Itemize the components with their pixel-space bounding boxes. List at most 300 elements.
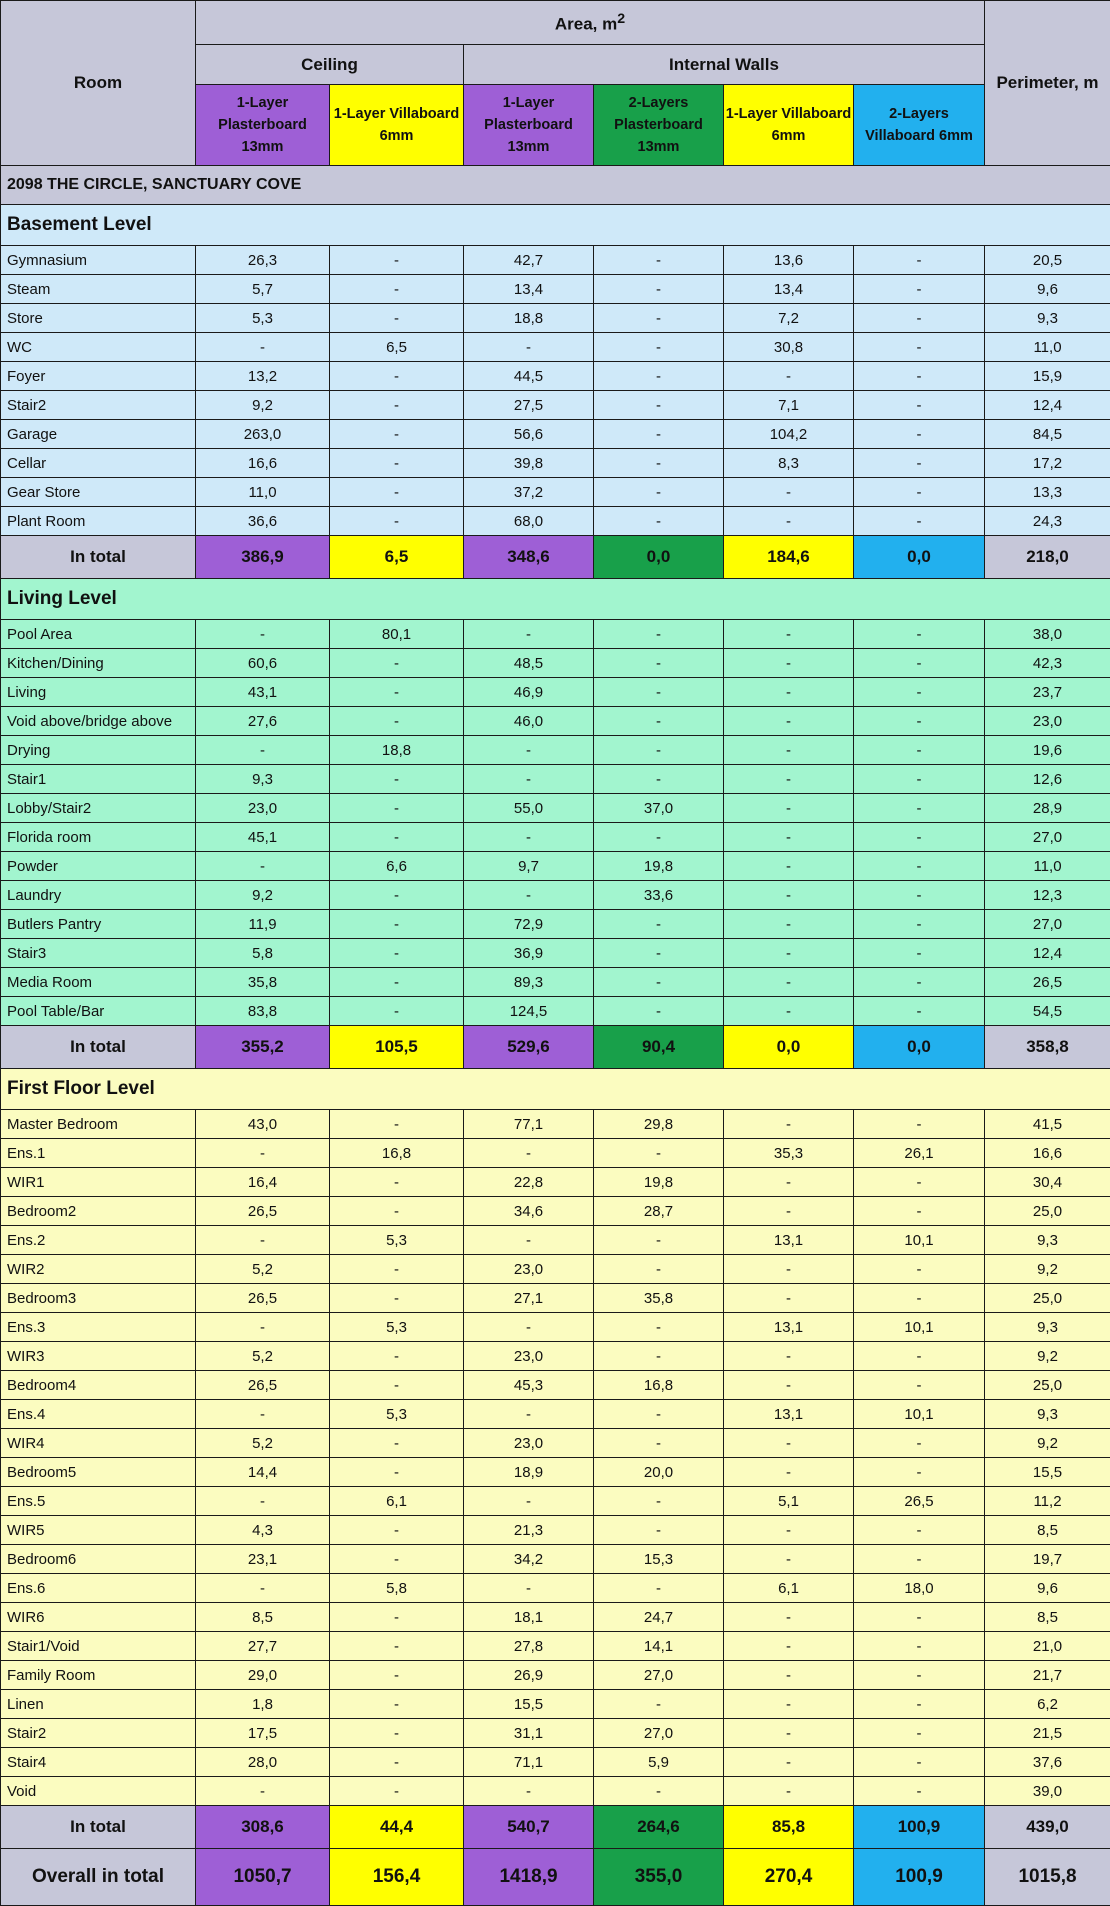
area-cell: 43,1 [196, 678, 330, 707]
table-row [1, 1603, 1110, 1632]
area-cell: - [724, 678, 854, 707]
area-cell: - [594, 304, 724, 333]
area-cell: - [594, 449, 724, 478]
area-cell: 37,2 [464, 478, 594, 507]
area-cell: 26,1 [854, 1139, 985, 1168]
area-cell: 5,7 [196, 275, 330, 304]
table-row [1, 1632, 1110, 1661]
room-name-cell: Pool Table/Bar [1, 997, 196, 1026]
area-cell: - [330, 910, 464, 939]
table-row [1, 1313, 1110, 1342]
overall-cell: 156,4 [330, 1849, 464, 1906]
total-cell: 184,6 [724, 536, 854, 579]
area-cell: 13,1 [724, 1226, 854, 1255]
area-cell: 43,0 [196, 1110, 330, 1139]
area-cell: - [196, 852, 330, 881]
area-cell: - [724, 1197, 854, 1226]
perimeter-cell: 27,0 [985, 823, 1110, 852]
table-row [1, 707, 1110, 736]
area-cell: 31,1 [464, 1719, 594, 1748]
area-cell: - [464, 1226, 594, 1255]
table-row [1, 304, 1110, 333]
total-cell: 308,6 [196, 1806, 330, 1849]
area-cell: 18,8 [330, 736, 464, 765]
room-name-cell: WIR1 [1, 1168, 196, 1197]
area-cell: - [724, 1719, 854, 1748]
area-cell: 34,6 [464, 1197, 594, 1226]
table-row [1, 1516, 1110, 1545]
area-cell: - [464, 1139, 594, 1168]
room-name-cell: Family Room [1, 1661, 196, 1690]
area-cell: 15,5 [464, 1690, 594, 1719]
room-name-cell: Kitchen/Dining [1, 649, 196, 678]
table-row [1, 1139, 1110, 1168]
area-cell: 5,3 [330, 1226, 464, 1255]
area-cell: 89,3 [464, 968, 594, 997]
perimeter-cell: 9,2 [985, 1429, 1110, 1458]
total-cell: 6,5 [330, 536, 464, 579]
area-cell: 5,2 [196, 1429, 330, 1458]
area-cell: 23,0 [464, 1429, 594, 1458]
total-cell: 90,4 [594, 1026, 724, 1069]
area-cell: - [464, 620, 594, 649]
table-row [1, 1110, 1110, 1139]
area-cell: 6,1 [330, 1487, 464, 1516]
perimeter-cell: 9,6 [985, 275, 1110, 304]
area-cell: - [594, 620, 724, 649]
area-cell: - [724, 997, 854, 1026]
area-cell: 46,0 [464, 707, 594, 736]
ceiling-header: Ceiling [196, 45, 464, 85]
perimeter-cell: 23,0 [985, 707, 1110, 736]
overall-cell: 100,9 [854, 1849, 985, 1906]
room-name-cell: Bedroom6 [1, 1545, 196, 1574]
perimeter-cell: 23,7 [985, 678, 1110, 707]
perimeter-cell: 9,2 [985, 1342, 1110, 1371]
area-cell: 42,7 [464, 246, 594, 275]
area-cell: - [724, 1110, 854, 1139]
area-cell: - [594, 1516, 724, 1545]
area-cell: - [854, 707, 985, 736]
area-cell: - [464, 1487, 594, 1516]
total-cell: 529,6 [464, 1026, 594, 1069]
area-cell: 71,1 [464, 1748, 594, 1777]
table-row [1, 1690, 1110, 1719]
area-cell: - [854, 1603, 985, 1632]
perimeter-cell: 42,3 [985, 649, 1110, 678]
area-cell: 11,9 [196, 910, 330, 939]
room-name-cell: Ens.5 [1, 1487, 196, 1516]
area-cell: - [724, 939, 854, 968]
area-cell: - [854, 1777, 985, 1806]
room-name-cell: Ens.3 [1, 1313, 196, 1342]
area-cell: 26,3 [196, 246, 330, 275]
area-cell: 8,5 [196, 1603, 330, 1632]
perimeter-cell: 13,3 [985, 478, 1110, 507]
perimeter-cell: 25,0 [985, 1284, 1110, 1313]
area-cell: - [594, 246, 724, 275]
area-cell: - [464, 765, 594, 794]
area-cell: - [330, 362, 464, 391]
area-cell: - [594, 507, 724, 536]
area-cell: 5,8 [196, 939, 330, 968]
area-cell: - [594, 1487, 724, 1516]
area-cell: 56,6 [464, 420, 594, 449]
area-cell: 55,0 [464, 794, 594, 823]
area-cell: - [854, 823, 985, 852]
area-cell: - [854, 304, 985, 333]
table-row [1, 1487, 1110, 1516]
room-name-cell: Linen [1, 1690, 196, 1719]
table-row [1, 1226, 1110, 1255]
overall-label: Overall in total [1, 1849, 196, 1906]
area-cell: - [854, 478, 985, 507]
area-cell: - [330, 1371, 464, 1400]
table-row [1, 997, 1110, 1026]
area-cell: 7,1 [724, 391, 854, 420]
area-cell: 20,0 [594, 1458, 724, 1487]
room-name-cell: Stair1/Void [1, 1632, 196, 1661]
room-name-cell: Stair1 [1, 765, 196, 794]
table-row [1, 794, 1110, 823]
area-cell: - [330, 1255, 464, 1284]
area-cell: - [724, 1429, 854, 1458]
area-cell: - [594, 1313, 724, 1342]
room-name-cell: Gear Store [1, 478, 196, 507]
perimeter-cell: 38,0 [985, 620, 1110, 649]
area-cell: 27,0 [594, 1661, 724, 1690]
area-cell: 39,8 [464, 449, 594, 478]
area-cell: - [854, 939, 985, 968]
area-cell: 36,9 [464, 939, 594, 968]
table-row [1, 478, 1110, 507]
room-name-cell: Ens.2 [1, 1226, 196, 1255]
area-cell: 6,5 [330, 333, 464, 362]
area-cell: 26,5 [196, 1371, 330, 1400]
table-row [1, 939, 1110, 968]
area-cell: - [724, 852, 854, 881]
table-row [1, 1777, 1110, 1806]
perimeter-cell: 26,5 [985, 968, 1110, 997]
area-cell: - [724, 1168, 854, 1197]
perimeter-cell: 9,3 [985, 1400, 1110, 1429]
area-cell: 13,6 [724, 246, 854, 275]
area-cell: 28,7 [594, 1197, 724, 1226]
area-cell: - [724, 736, 854, 765]
perimeter-cell: 9,2 [985, 1255, 1110, 1284]
table-row [1, 1400, 1110, 1429]
area-cell: 17,5 [196, 1719, 330, 1748]
area-cell: 68,0 [464, 507, 594, 536]
area-cell: - [594, 1574, 724, 1603]
table-row [1, 391, 1110, 420]
material-header-2: 1-Layer Villaboard 6mm [330, 85, 464, 166]
room-name-cell: Ens.4 [1, 1400, 196, 1429]
room-name-cell: Store [1, 304, 196, 333]
area-cell: 1,8 [196, 1690, 330, 1719]
area-cell: - [330, 1603, 464, 1632]
area-cell: - [594, 736, 724, 765]
area-cell: 18,0 [854, 1574, 985, 1603]
area-cell: 9,3 [196, 765, 330, 794]
area-cell: - [854, 649, 985, 678]
table-row [1, 1342, 1110, 1371]
area-cell: 26,5 [854, 1487, 985, 1516]
total-cell: 439,0 [985, 1806, 1110, 1849]
area-cell: - [330, 1516, 464, 1545]
area-cell: - [330, 1661, 464, 1690]
area-cell: - [330, 420, 464, 449]
room-name-cell: Drying [1, 736, 196, 765]
area-cell: - [196, 1313, 330, 1342]
area-cell: - [724, 1545, 854, 1574]
room-name-cell: Garage [1, 420, 196, 449]
total-cell: 0,0 [724, 1026, 854, 1069]
perimeter-cell: 41,5 [985, 1110, 1110, 1139]
table-row [1, 1545, 1110, 1574]
area-cell: - [854, 1255, 985, 1284]
area-cell: 48,5 [464, 649, 594, 678]
material-header-4: 2-Layers Plasterboard 13mm [594, 85, 724, 166]
area-cell: - [594, 1342, 724, 1371]
area-cell: - [854, 736, 985, 765]
area-cell: - [854, 1545, 985, 1574]
area-cell: 27,5 [464, 391, 594, 420]
area-cell: 5,3 [330, 1400, 464, 1429]
area-cell: - [330, 1284, 464, 1313]
room-name-cell: Steam [1, 275, 196, 304]
area-cell: - [330, 1632, 464, 1661]
area-cell: 9,2 [196, 391, 330, 420]
perimeter-cell: 15,9 [985, 362, 1110, 391]
area-cell: - [330, 391, 464, 420]
area-cell: - [724, 1690, 854, 1719]
room-name-cell: Stair3 [1, 939, 196, 968]
room-name-cell: Florida room [1, 823, 196, 852]
area-cell: - [330, 765, 464, 794]
table-row [1, 1574, 1110, 1603]
perimeter-cell: 9,6 [985, 1574, 1110, 1603]
area-cell: - [724, 1777, 854, 1806]
area-cell: - [724, 649, 854, 678]
area-cell: - [330, 968, 464, 997]
area-cell: - [854, 1110, 985, 1139]
area-cell: 27,6 [196, 707, 330, 736]
room-name-cell: WIR5 [1, 1516, 196, 1545]
perimeter-cell: 11,0 [985, 333, 1110, 362]
area-cell: 72,9 [464, 910, 594, 939]
room-name-cell: Stair2 [1, 391, 196, 420]
area-cell: - [330, 1429, 464, 1458]
perimeter-cell: 15,5 [985, 1458, 1110, 1487]
table-row [1, 736, 1110, 765]
area-cell: - [594, 1429, 724, 1458]
area-cell: - [464, 1313, 594, 1342]
perimeter-cell: 16,6 [985, 1139, 1110, 1168]
area-cell: 27,1 [464, 1284, 594, 1313]
area-cell: - [594, 997, 724, 1026]
area-cell: 5,8 [330, 1574, 464, 1603]
area-cell: - [594, 333, 724, 362]
total-cell: 264,6 [594, 1806, 724, 1849]
area-cell: 6,1 [724, 1574, 854, 1603]
table-row [1, 246, 1110, 275]
area-cell: 8,3 [724, 449, 854, 478]
area-cell: 46,9 [464, 678, 594, 707]
room-name-cell: Gymnasium [1, 246, 196, 275]
area-cell: - [724, 1748, 854, 1777]
table-row [1, 507, 1110, 536]
room-name-cell: Void [1, 1777, 196, 1806]
table-row [1, 362, 1110, 391]
area-cell: 26,5 [196, 1197, 330, 1226]
area-cell: - [724, 1661, 854, 1690]
area-cell: - [464, 1400, 594, 1429]
area-cell: - [330, 707, 464, 736]
perimeter-cell: 9,3 [985, 1313, 1110, 1342]
room-name-cell: Ens.6 [1, 1574, 196, 1603]
area-cell: - [854, 420, 985, 449]
overall-cell: 355,0 [594, 1849, 724, 1906]
area-cell: 13,1 [724, 1313, 854, 1342]
area-cell: - [724, 1284, 854, 1313]
area-cell: 5,9 [594, 1748, 724, 1777]
table-row [1, 449, 1110, 478]
area-cell: - [196, 1139, 330, 1168]
area-cell: - [724, 794, 854, 823]
area-cell: - [594, 1139, 724, 1168]
area-cell: - [724, 765, 854, 794]
area-cell: - [594, 910, 724, 939]
table-row [1, 910, 1110, 939]
material-header-1: 1-Layer Plasterboard 13mm [196, 85, 330, 166]
overall-cell: 1015,8 [985, 1849, 1110, 1906]
area-cell: - [724, 1632, 854, 1661]
area-cell: - [854, 362, 985, 391]
area-cell: 30,8 [724, 333, 854, 362]
perimeter-cell: 20,5 [985, 246, 1110, 275]
area-cell: - [330, 1458, 464, 1487]
area-cell: - [724, 881, 854, 910]
area-cell: - [724, 1603, 854, 1632]
perimeter-cell: 17,2 [985, 449, 1110, 478]
table-row [1, 1284, 1110, 1313]
perimeter-cell: 28,9 [985, 794, 1110, 823]
room-name-cell: Media Room [1, 968, 196, 997]
table-row [1, 620, 1110, 649]
table-row [1, 1719, 1110, 1748]
area-cell: 83,8 [196, 997, 330, 1026]
area-cell: 13,2 [196, 362, 330, 391]
area-cell: 10,1 [854, 1226, 985, 1255]
area-cell: 16,6 [196, 449, 330, 478]
table-row [1, 1255, 1110, 1284]
area-cell: - [854, 507, 985, 536]
area-cell: 27,0 [594, 1719, 724, 1748]
area-cell: 26,9 [464, 1661, 594, 1690]
area-cell: - [854, 1429, 985, 1458]
area-cell: 44,5 [464, 362, 594, 391]
area-cell: 14,1 [594, 1632, 724, 1661]
internal-walls-header: Internal Walls [464, 45, 985, 85]
level-heading-first-floor-level: First Floor Level [1, 1069, 1110, 1110]
area-cell: 80,1 [330, 620, 464, 649]
area-cell: - [330, 794, 464, 823]
area-cell: - [330, 1197, 464, 1226]
total-cell: 386,9 [196, 536, 330, 579]
table-row [1, 765, 1110, 794]
area-cell: - [594, 391, 724, 420]
total-cell: 44,4 [330, 1806, 464, 1849]
area-cell: - [196, 1226, 330, 1255]
area-cell: - [724, 1371, 854, 1400]
room-name-cell: WC [1, 333, 196, 362]
section-total-row [1, 536, 1110, 579]
area-cell: 19,8 [594, 1168, 724, 1197]
area-cell: - [724, 823, 854, 852]
area-cell: 36,6 [196, 507, 330, 536]
room-name-cell: Cellar [1, 449, 196, 478]
area-cell: 6,6 [330, 852, 464, 881]
perimeter-cell: 30,4 [985, 1168, 1110, 1197]
room-name-cell: Bedroom2 [1, 1197, 196, 1226]
area-cell: - [464, 333, 594, 362]
total-label: In total [1, 536, 196, 579]
area-cell: - [724, 620, 854, 649]
area-cell: - [854, 881, 985, 910]
perimeter-cell: 19,6 [985, 736, 1110, 765]
area-cell: 13,4 [464, 275, 594, 304]
area-cell: - [594, 420, 724, 449]
area-cell: - [854, 333, 985, 362]
area-cell: - [594, 649, 724, 678]
perimeter-cell: 12,4 [985, 939, 1110, 968]
area-cell: 16,8 [594, 1371, 724, 1400]
perimeter-cell: 25,0 [985, 1371, 1110, 1400]
total-cell: 218,0 [985, 536, 1110, 579]
area-cell: - [854, 1690, 985, 1719]
area-cell: - [854, 391, 985, 420]
area-cell: 13,1 [724, 1400, 854, 1429]
area-cell: - [854, 449, 985, 478]
table-row [1, 649, 1110, 678]
perimeter-cell: 54,5 [985, 997, 1110, 1026]
project-title: 2098 THE CIRCLE, SANCTUARY COVE [1, 166, 1110, 205]
table-row [1, 1748, 1110, 1777]
area-cell: - [330, 1719, 464, 1748]
total-cell: 0,0 [854, 1026, 985, 1069]
area-cell: - [594, 362, 724, 391]
area-cell: 18,9 [464, 1458, 594, 1487]
area-cell: - [854, 1719, 985, 1748]
room-name-cell: Butlers Pantry [1, 910, 196, 939]
area-cell: - [330, 507, 464, 536]
room-name-cell: Bedroom4 [1, 1371, 196, 1400]
room-name-cell: Foyer [1, 362, 196, 391]
area-cell: 77,1 [464, 1110, 594, 1139]
table-row [1, 1168, 1110, 1197]
area-cell: 7,2 [724, 304, 854, 333]
area-cell: 27,7 [196, 1632, 330, 1661]
area-cell: - [464, 736, 594, 765]
area-cell: 27,8 [464, 1632, 594, 1661]
area-cell: - [854, 1748, 985, 1777]
area-cell: - [854, 765, 985, 794]
perimeter-cell: 11,2 [985, 1487, 1110, 1516]
area-cell: 34,2 [464, 1545, 594, 1574]
perimeter-cell: 12,6 [985, 765, 1110, 794]
area-cell: 14,4 [196, 1458, 330, 1487]
